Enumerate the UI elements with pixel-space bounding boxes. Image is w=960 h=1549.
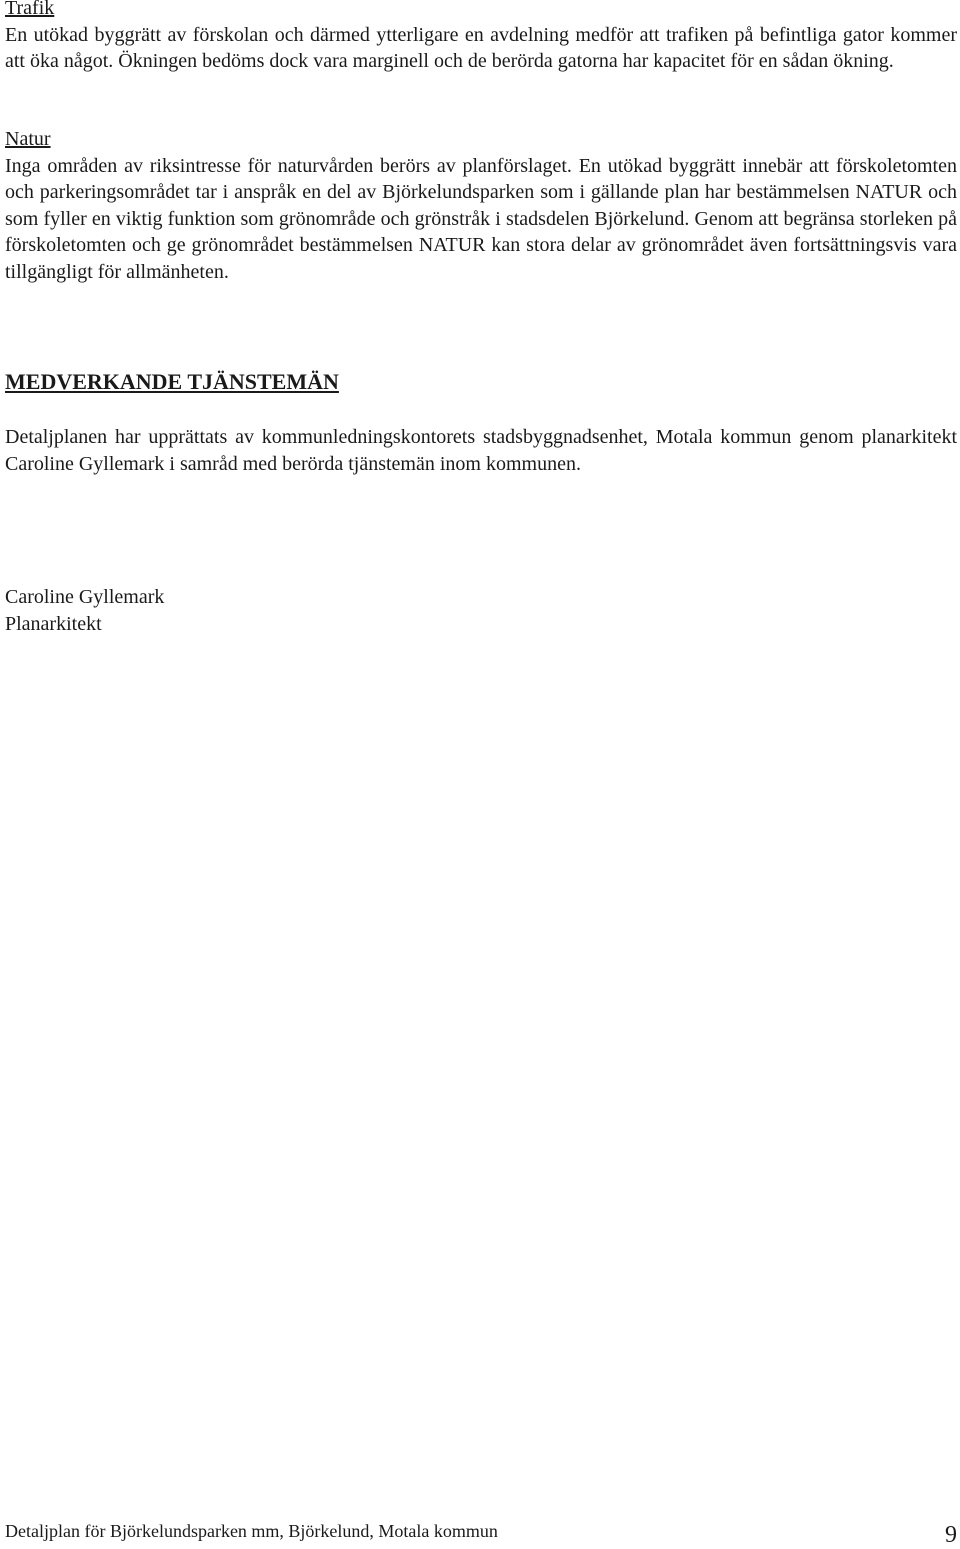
natur-paragraph: Inga områden av riksintresse för naturvården berörs av planförslaget. En utökad byggrätt innebär att förskoletomten och parkeringsområdet tar i anspråk en del av Björkelundsparken som i gällande plan har bestämmelsen NATUR och som fyller en viktig funktion som grönområde och grönstråk i stadsdelen Björkelund. Genom att begränsa storleken på förskoletomten och ge grönområdet bestämmelsen NATUR kan stora delar av grönområdet även fortsättningsvis vara tillgängligt för allmänheten. <box>5 154 957 283</box>
trafik-paragraph: En utökad byggrätt av förskolan och därmed ytterligare en avdelning medför att trafiken på befintliga gator kommer att öka något. Ökningen bedöms dock vara marginell och de berörda gatorna har kapacitet för en sådan ökning. <box>5 23 957 72</box>
page-footer <box>5 1518 957 1548</box>
natur-heading: Natur <box>5 128 51 150</box>
medverkande-heading: MEDVERKANDE TJÄNSTEMÄN <box>5 369 339 394</box>
section-trafik <box>5 0 957 75</box>
signature-block <box>5 584 957 637</box>
page-number: 9 <box>945 1522 957 1548</box>
footer-text: Detaljplan för Björkelundsparken mm, Björkelund, Motala kommun <box>5 1521 498 1541</box>
section-medverkande <box>5 424 957 477</box>
trafik-heading: Trafik <box>5 0 55 19</box>
signature-name: Caroline Gyllemark <box>5 586 165 608</box>
signature-title: Planarkitekt <box>5 612 102 635</box>
medverkande-paragraph: Detaljplanen har upprättats av kommunledningskontorets stadsbyggnadsenhet, Motala kommun genom planarkitekt Caroline Gyllemark i samråd med berörda tjänstemän inom kommunen. <box>5 426 957 475</box>
section-natur <box>5 126 957 285</box>
